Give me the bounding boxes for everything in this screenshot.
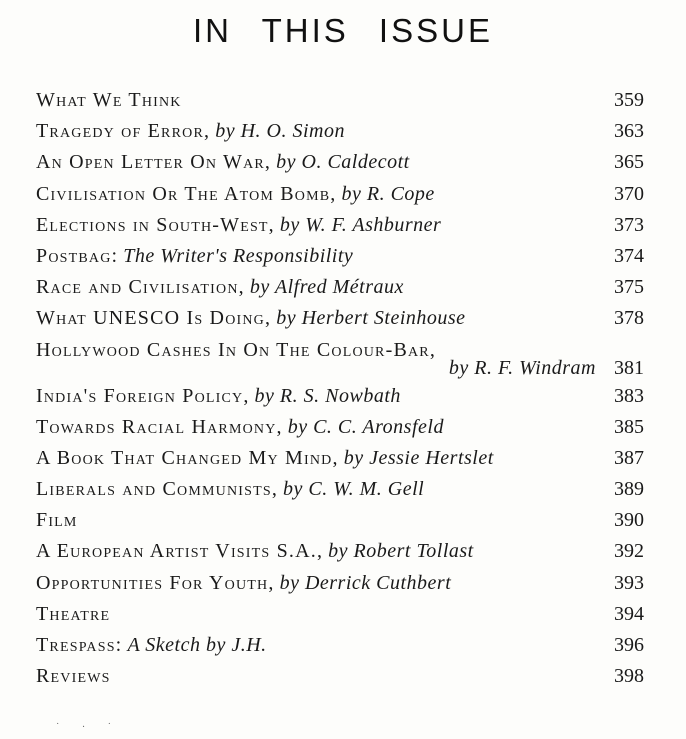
toc-entry-byline: The Writer's Responsibility bbox=[123, 244, 354, 267]
paper-specks: ˙ · ˙ bbox=[56, 722, 121, 733]
toc-entry bbox=[36, 335, 648, 381]
toc-entry bbox=[36, 599, 648, 630]
toc-entry-byline: by C. W. M. Gell bbox=[283, 478, 425, 501]
toc-entry-byline: by Derrick Cuthbert bbox=[279, 571, 452, 594]
toc-entry-page: 394 bbox=[614, 602, 644, 625]
toc-entry-title: Tragedy of Error, bbox=[36, 120, 211, 143]
toc-entry bbox=[36, 661, 648, 692]
toc-entry-page: 393 bbox=[614, 571, 644, 594]
toc-entry-page: 374 bbox=[614, 244, 644, 267]
toc-entry-page: 396 bbox=[614, 634, 644, 656]
toc-entry-page: 392 bbox=[614, 540, 644, 563]
toc-entry-byline: A Sketch by J.H. bbox=[127, 634, 267, 656]
toc-entry-title: What We Think bbox=[36, 89, 182, 111]
toc-entry-title: Towards Racial Harmony, bbox=[36, 415, 283, 438]
toc-entry-page: 385 bbox=[614, 415, 644, 438]
toc-entry-byline: by R. S. Nowbath bbox=[254, 384, 401, 407]
toc-entry-title: Postbag: bbox=[36, 244, 119, 267]
toc-entry bbox=[36, 412, 648, 443]
toc-entry bbox=[36, 568, 648, 599]
toc-entry bbox=[36, 147, 648, 178]
toc-entry-byline: by Jessie Hertslet bbox=[343, 446, 494, 469]
toc-entry-byline: by W. F. Ashburner bbox=[279, 213, 442, 236]
toc-entry bbox=[36, 241, 648, 272]
toc-entry-byline: by H. O. Simon bbox=[215, 120, 345, 143]
toc-entry-page: 383 bbox=[614, 384, 644, 407]
toc-entry bbox=[36, 536, 648, 567]
toc-entry-page: 375 bbox=[614, 276, 644, 299]
toc-entry-title: Film bbox=[36, 509, 78, 532]
page-title: IN THIS ISSUE bbox=[193, 12, 493, 49]
toc-entry bbox=[36, 179, 648, 210]
toc-entry-title: Theatre bbox=[36, 602, 111, 625]
toc-entry-byline: by C. C. Aronsfeld bbox=[287, 415, 444, 438]
toc-entry-page: 370 bbox=[614, 182, 644, 205]
toc-entry-title: Reviews bbox=[36, 665, 111, 688]
toc-entry-title: Hollywood Cashes In On The Colour-Bar, bbox=[36, 338, 437, 361]
toc-entry-byline: by Herbert Steinhouse bbox=[276, 307, 466, 330]
toc-entry-title: Liberals and Communists, bbox=[36, 478, 279, 501]
toc-entry-title: Trespass: bbox=[36, 634, 123, 656]
toc-entry-page: 365 bbox=[614, 151, 644, 174]
toc-entry-title: A Book That Changed My Mind, bbox=[36, 446, 339, 469]
toc-entry bbox=[36, 210, 648, 241]
toc-entry-page: 381 bbox=[614, 356, 644, 379]
toc-entry-title: Opportunities For Youth, bbox=[36, 571, 275, 594]
toc-entry-page: 363 bbox=[614, 120, 644, 143]
toc-entry bbox=[36, 303, 648, 334]
toc-entry bbox=[36, 116, 648, 147]
toc-entry-page: 387 bbox=[614, 446, 644, 469]
toc-entry bbox=[36, 630, 648, 661]
toc-entry-page: 378 bbox=[614, 307, 644, 330]
toc-entry bbox=[36, 443, 648, 474]
toc-entry-byline: by Alfred Métraux bbox=[249, 276, 404, 299]
toc-entry-page: 389 bbox=[614, 478, 644, 501]
toc-entry bbox=[36, 381, 648, 412]
toc-entry-title: India's Foreign Policy, bbox=[36, 384, 250, 407]
toc-entry-byline: by R. F. Windram bbox=[448, 356, 596, 379]
toc-entry bbox=[36, 505, 648, 536]
toc-entry-page: 373 bbox=[614, 213, 644, 236]
toc-entry-byline: by R. Cope bbox=[341, 182, 435, 205]
table-of-contents bbox=[36, 85, 648, 692]
toc-entry-title: An Open Letter On War, bbox=[36, 151, 272, 174]
toc-entry-page: 359 bbox=[614, 89, 644, 111]
toc-entry-byline: by O. Caldecott bbox=[276, 151, 410, 174]
toc-entry-page: 390 bbox=[614, 509, 644, 532]
toc-entry bbox=[36, 85, 648, 116]
toc-entry-title: Elections in South-West, bbox=[36, 213, 275, 236]
toc-entry-byline: by Robert Tollast bbox=[328, 540, 474, 563]
toc-entry bbox=[36, 474, 648, 505]
toc-entry-title: A European Artist Visits S.A., bbox=[36, 540, 324, 563]
toc-entry-title: Race and Civilisation, bbox=[36, 276, 245, 299]
toc-entry-title: Civilisation Or The Atom Bomb, bbox=[36, 182, 337, 205]
toc-entry-page: 398 bbox=[614, 665, 644, 688]
toc-entry-title: What UNESCO Is Doing, bbox=[36, 307, 272, 330]
toc-entry bbox=[36, 272, 648, 303]
